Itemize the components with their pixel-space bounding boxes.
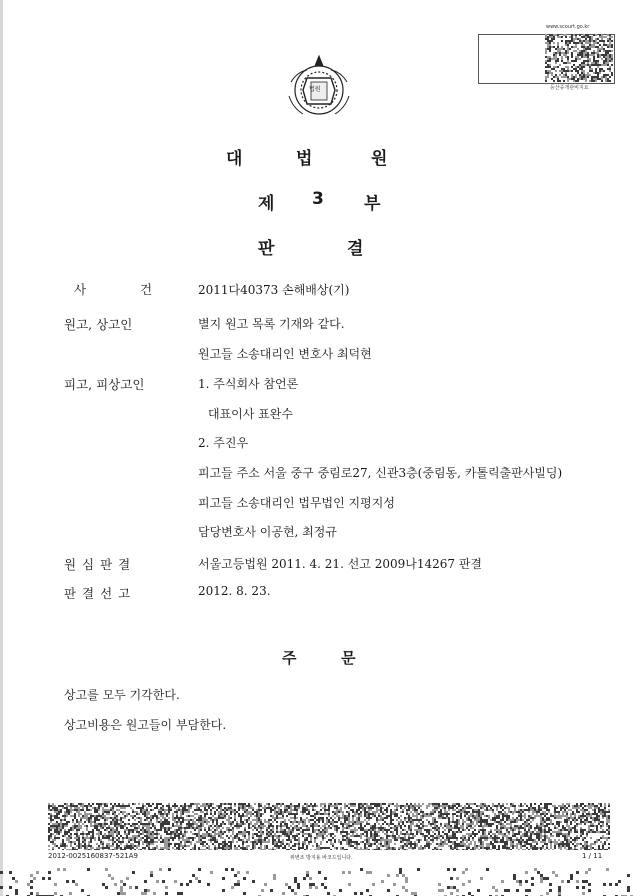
doc-type-char-1: 판 [258,239,275,259]
court-name-char-3: 원 [371,149,388,169]
court-name-char-1: 대 [226,149,243,169]
plaintiff-label: 원고, 상고인 [64,317,133,332]
defendant-attorneys: 담당변호사 이공현, 최정규 [198,525,337,539]
judgment-date-label: 판 결 선 고 [64,586,132,601]
doc-type-char-2: 결 [347,239,364,259]
defendant-counsel: 피고들 소송대리인 법무법인 지평지성 [198,496,395,510]
defendant-label: 피고, 피상고인 [64,377,145,392]
division-char-1: 제 [258,194,275,214]
division-char-2: 부 [364,194,381,214]
anti-forgery-barcode [48,803,610,850]
defendant-2: 2. 주진우 [198,436,249,450]
plaintiff-counsel: 원고들 소송대리인 변호사 최덕현 [198,347,372,361]
division-number: 3 [312,189,324,209]
document-id: 2012-0025160837-521A9 [48,852,139,860]
barcode-notice: 위변조 방지용 바코드입니다. [290,855,353,861]
order-line-2: 상고비용은 원고들이 부담한다. [64,718,227,732]
verification-url: www.scourt.go.kr [546,24,590,30]
order-heading-char-2: 문 [341,649,356,667]
verification-caption: 등산중개관비지요 [550,85,589,91]
case-label-char-1: 사 [74,282,87,297]
order-heading-char-1: 주 [282,649,297,667]
lower-court-value: 서울고등법원 2011. 4. 21. 선고 2009나14267 판결 [198,557,482,571]
defendant-1-representative: 대표이사 표완수 [208,407,293,421]
order-line-1: 상고를 모두 기각한다. [64,688,180,702]
verification-barcode [545,34,613,82]
lower-court-label: 원 심 판 결 [64,557,132,572]
judgment-date-value: 2012. 8. 23. [198,584,271,598]
plaintiff-value: 별지 원고 목록 기재와 같다. [198,317,345,331]
seal-inscription: 법원 [309,86,321,93]
case-number: 2011다40373 손해배상(기) [198,283,350,297]
defendant-address: 피고들 주소 서울 중구 중림로27, 신관3층(중림동, 카톨릭출판사빌딩) [198,466,563,480]
page-number: 1 / 11 [582,852,603,860]
scan-edge-noise [0,0,14,896]
case-label-char-2: 건 [140,282,153,297]
defendant-1: 1. 주식회사 참언론 [198,377,299,391]
scan-bottom-noise [0,868,633,896]
court-name-char-2: 법 [296,149,313,169]
